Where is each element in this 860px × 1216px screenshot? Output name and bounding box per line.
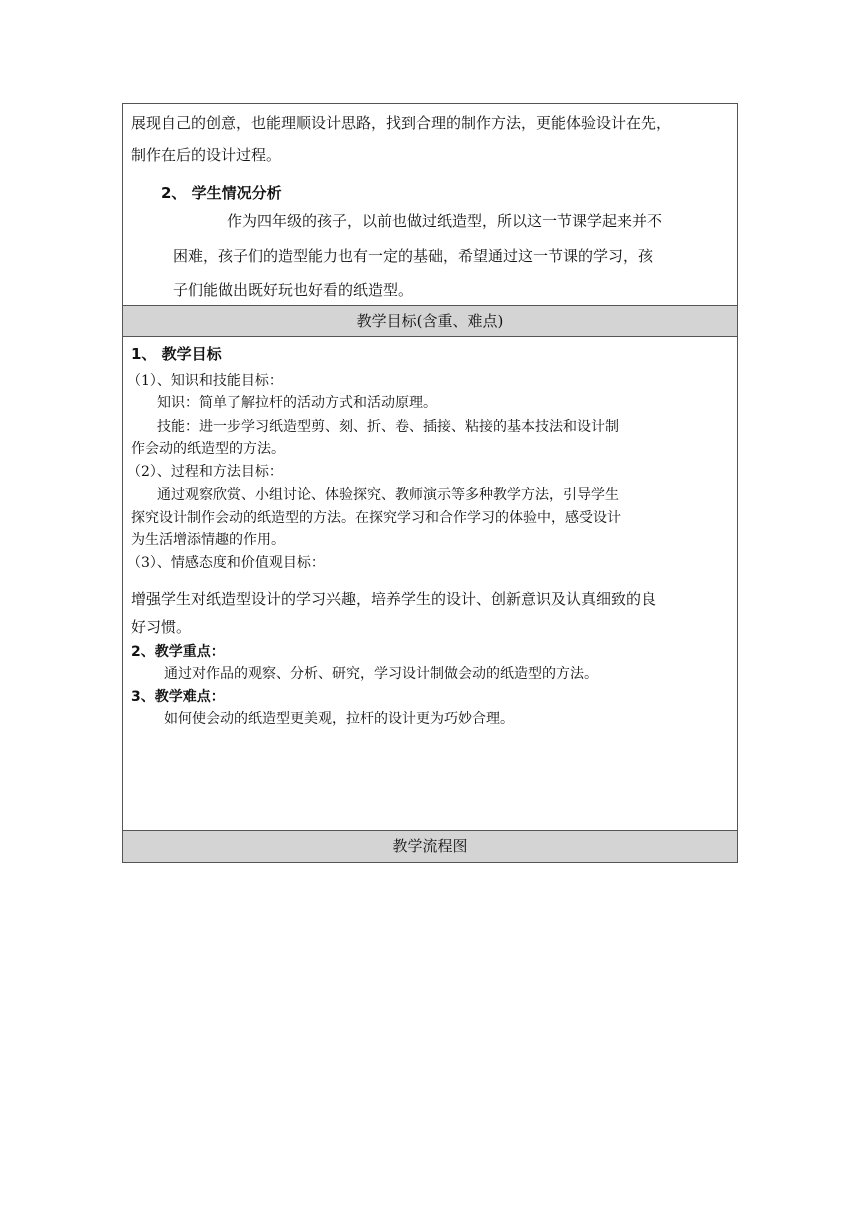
- process-line: 为生活增添情趣的作用。: [131, 532, 285, 548]
- paragraph-line: 作为四年级的孩子，以前也做过纸造型，所以这一节课学起来并不: [227, 212, 663, 230]
- student-analysis-cell: [123, 104, 737, 306]
- difficulty-heading: 3、教学难点：: [131, 689, 225, 705]
- emotion-line: 好习惯。: [131, 618, 192, 636]
- continued-text-line: 制作在后的设计过程。: [131, 146, 282, 164]
- process-line: 探究设计制作会动的纸造型的方法。在探究学习和合作学习的体验中，感受设计: [131, 510, 621, 526]
- paragraph-line: 子们能做出既好玩也好看的纸造型。: [173, 281, 414, 299]
- emotion-line: 增强学生对纸造型设计的学习兴趣，培养学生的设计、创新意识及认真细致的良: [131, 590, 657, 608]
- process-method-title: （2）、过程和方法目标：: [127, 464, 283, 480]
- student-analysis-heading: 2、 学生情况分析: [161, 184, 282, 202]
- skill-line: 技能：进一步学习纸造型剪、刻、折、卷、插接、粘接的基本技法和设计制: [157, 419, 619, 435]
- teaching-goals-header: 教学目标(含重、难点): [123, 306, 737, 337]
- continued-text-line: 展现自己的创意，也能理顺设计思路，找到合理的制作方法，更能体验设计在先，: [131, 114, 672, 132]
- key-point-text: 通过对作品的观察、分析、研究，学习设计制做会动的纸造型的方法。: [164, 666, 598, 682]
- knowledge-skill-title: （1）、知识和技能目标：: [127, 373, 283, 389]
- teaching-goals-cell: [123, 337, 737, 831]
- process-line: 通过观察欣赏、小组讨论、体验探究、教师演示等多种教学方法，引导学生: [157, 487, 619, 503]
- key-point-heading: 2、教学重点：: [131, 644, 225, 660]
- goal-heading: 1、 教学目标: [131, 345, 222, 363]
- knowledge-line: 知识：简单了解拉杆的活动方式和活动原理。: [157, 395, 437, 411]
- difficulty-text: 如何使会动的纸造型更美观，拉杆的设计更为巧妙合理。: [164, 711, 514, 727]
- skill-line: 作会动的纸造型的方法。: [131, 441, 285, 457]
- lesson-plan-table: [122, 103, 738, 863]
- emotion-values-title: （3）、情感态度和价值观目标：: [127, 555, 325, 571]
- teaching-flowchart-header: 教学流程图: [123, 831, 737, 862]
- paragraph-line: 困难，孩子们的造型能力也有一定的基础，希望通过这一节课的学习，孩: [173, 247, 654, 265]
